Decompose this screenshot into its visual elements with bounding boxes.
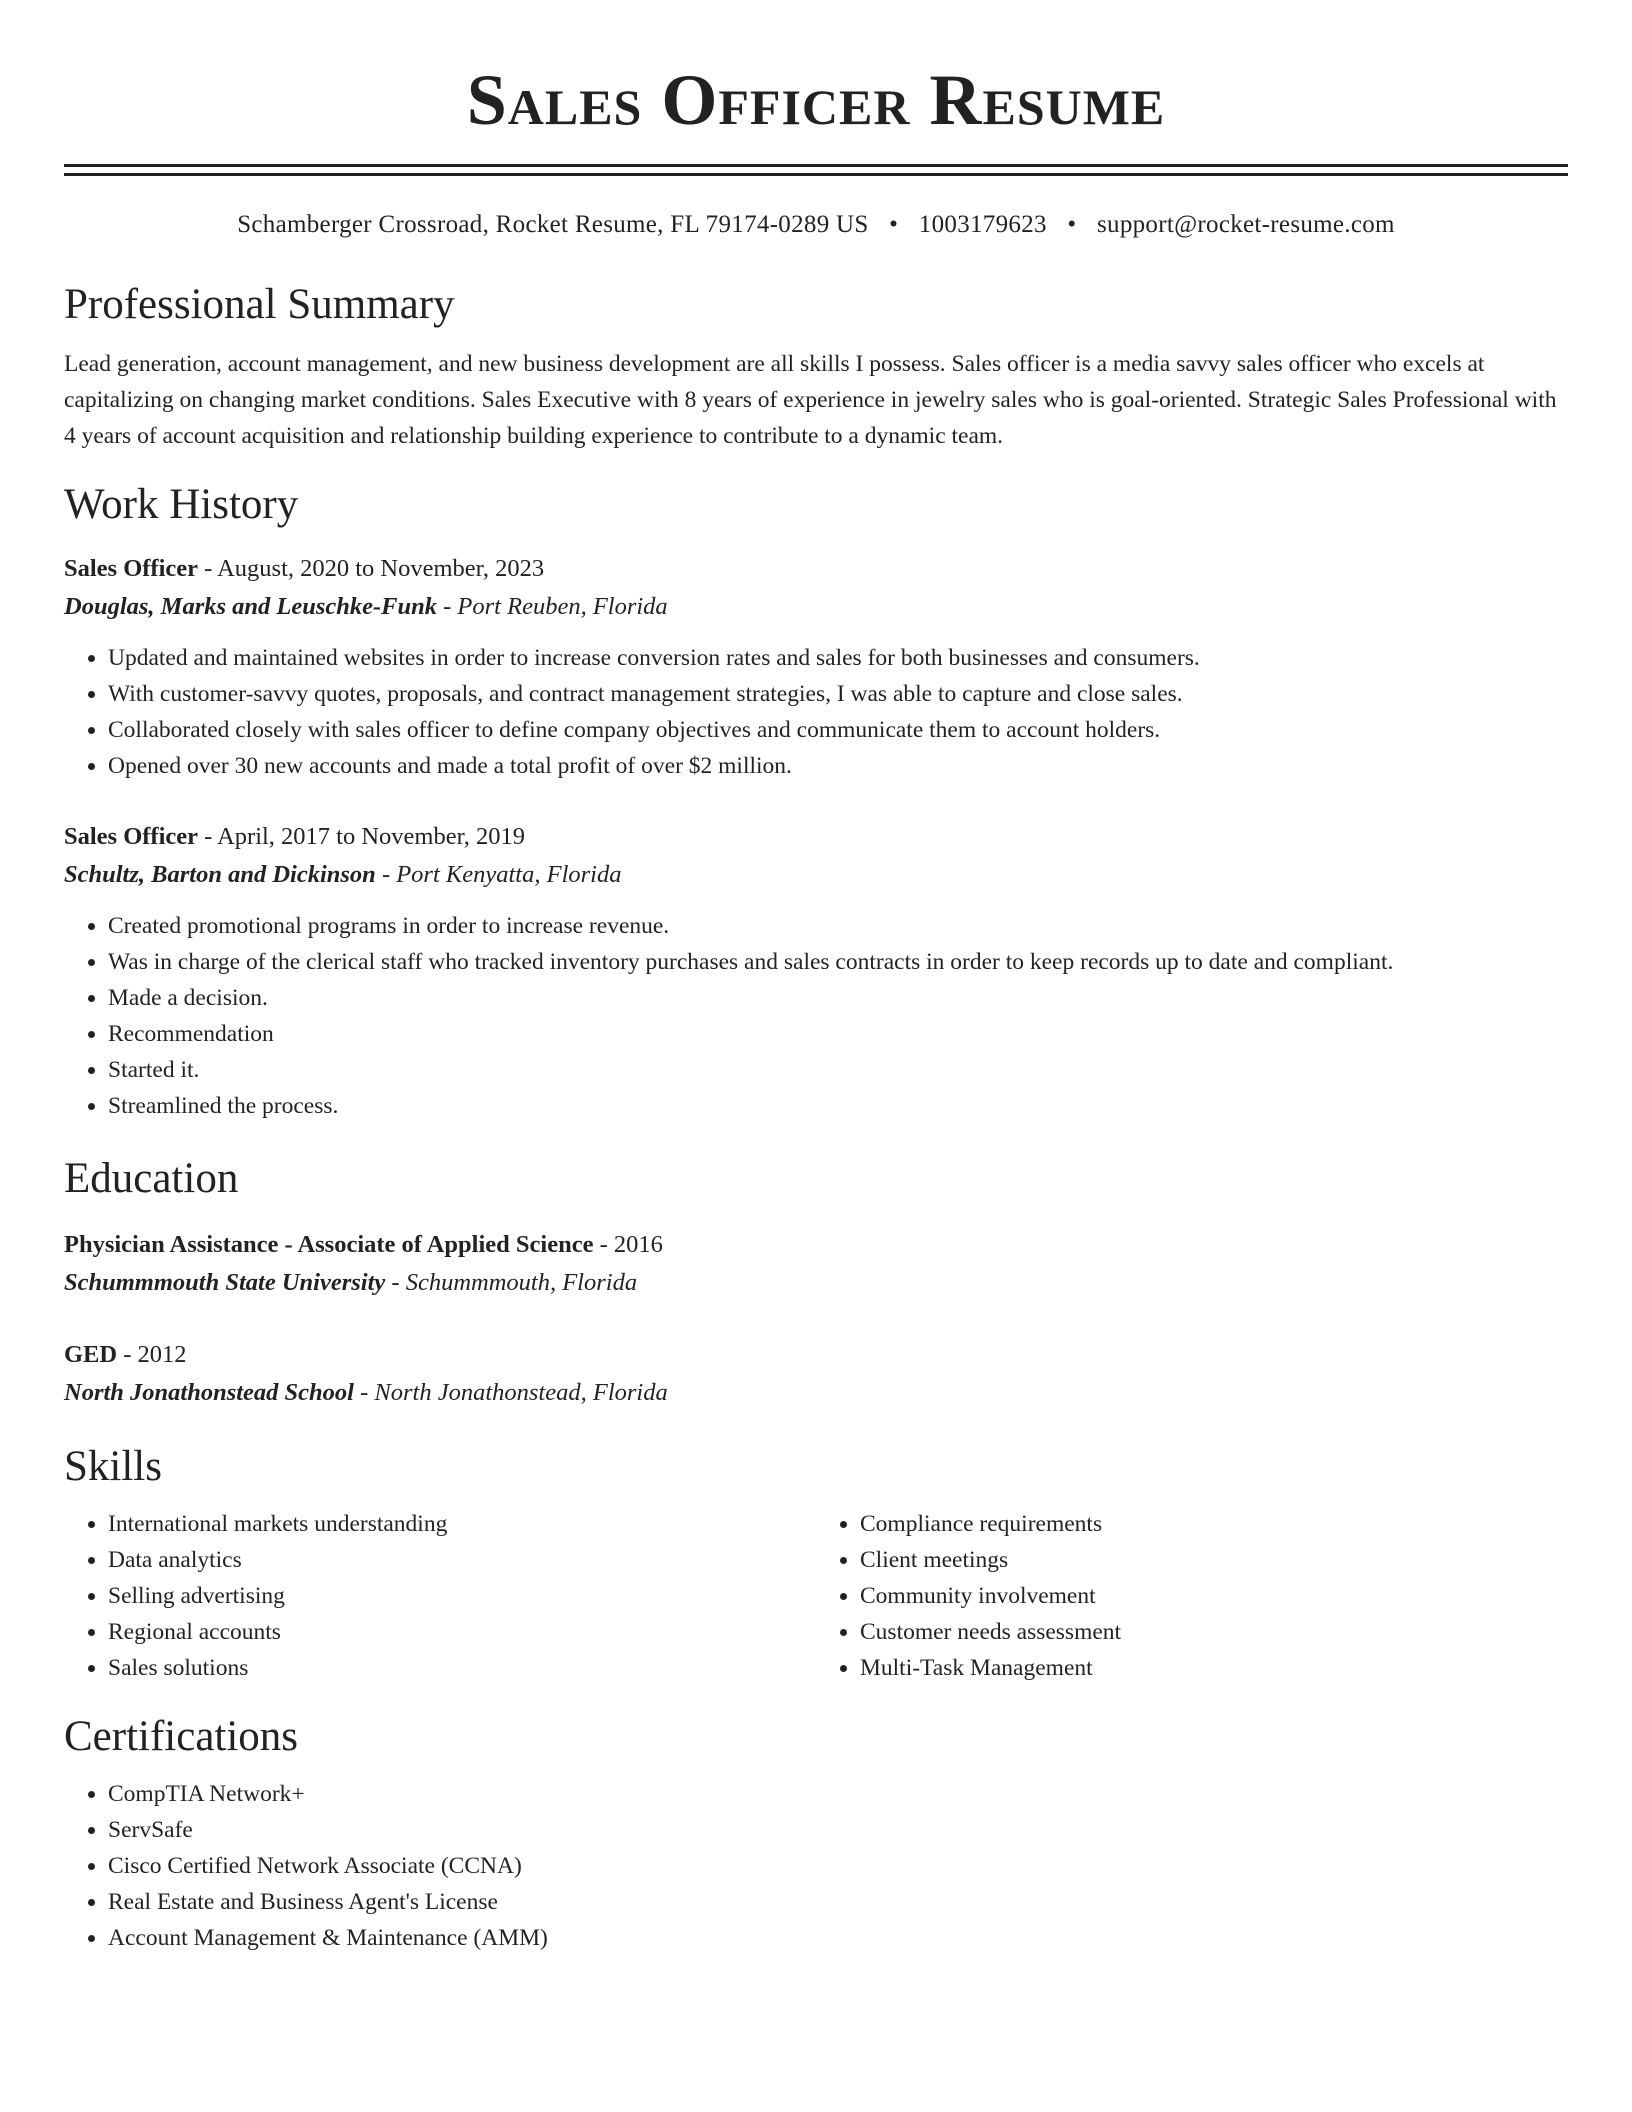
list-item: • Compliance requirements [860,1506,1568,1542]
contact-phone: 1003179623 [918,211,1047,238]
job-location: - Port Kenyatta, Florida [375,861,622,888]
list-item: • Regional accounts [108,1614,816,1650]
skills-list-right [816,1506,1568,1686]
list-item: • Was in charge of the clerical staff who tracked inventory purchases and sales contracts in order to keep records up to date and compliant. [108,944,1568,980]
job-location: - Port Reuben, Florida [437,593,668,620]
list-item: • International markets understanding [108,1506,816,1542]
contact-line [64,210,1568,240]
list-item: • Opened over 30 new accounts and made a total profit of over $2 million. [108,748,1568,784]
list-item: • Selling advertising [108,1578,816,1614]
job-company: Douglas, Marks and Leuschke-Funk [64,593,438,620]
school-name: Schummmouth State University [64,1269,386,1296]
list-item: • Cisco Certified Network Associate (CCNA) [108,1848,1568,1884]
job-title-line [64,818,1568,856]
list-item: • CompTIA Network+ [108,1776,1568,1812]
list-item: • Account Management & Maintenance (AMM) [108,1920,1568,1956]
list-item: • Recommendation [108,1016,1568,1052]
list-item: • Multi-Task Management [860,1650,1568,1686]
job-company-line [64,588,1568,626]
contact-separator: • [889,211,899,238]
job-dates: - August, 2020 to November, 2023 [198,555,545,582]
skills-grid [64,1506,1568,1686]
list-item: • Community involvement [860,1578,1568,1614]
skills-list-left [64,1506,816,1686]
contact-separator: • [1067,211,1077,238]
list-item: • Made a decision. [108,980,1568,1016]
job-title: Sales Officer [64,823,199,850]
list-item: • Sales solutions [108,1650,816,1686]
list-item: • Streamlined the process. [108,1088,1568,1124]
education-heading: Education [64,1155,239,1202]
job-company: Schultz, Barton and Dickinson [64,861,376,888]
list-item: • Updated and maintained websites in order to increase conversion rates and sales for both businesses and consumers. [108,640,1568,676]
education-section [64,1154,1568,1412]
contact-email: support@rocket-resume.com [1096,211,1395,238]
education-entry [64,1226,1568,1302]
skills-section [64,1442,1568,1686]
skills-heading: Skills [64,1443,162,1490]
list-item: • Data analytics [108,1542,816,1578]
degree-line [64,1336,1568,1374]
list-item: • Created promotional programs in order to increase revenue. [108,908,1568,944]
job-dates: - April, 2017 to November, 2019 [198,823,526,850]
job-title-line [64,550,1568,588]
contact-address: Schamberger Crossroad, Rocket Resume, FL 79174-0289 US [237,211,869,238]
education-entry [64,1336,1568,1412]
school-line [64,1264,1568,1302]
degree-name: GED [64,1341,118,1368]
school-location: - Schummmouth, Florida [385,1269,638,1296]
degree-year: - 2012 [117,1341,187,1368]
degree-name: Physician Assistance - Associate of Applied Science [64,1231,594,1258]
job-company-line [64,856,1568,894]
list-item: • Collaborated closely with sales officer to define company objectives and communicate them to account holders. [108,712,1568,748]
degree-year: - 2016 [593,1231,663,1258]
title-divider-bottom [64,173,1568,176]
school-line [64,1374,1568,1412]
work-history-section [64,480,1568,1124]
summary-heading: Professional Summary [64,281,455,328]
job-bullets [64,640,1568,784]
job-entry [64,818,1568,1124]
list-item: • Client meetings [860,1542,1568,1578]
certifications-section [64,1712,1568,1956]
title-divider-top [64,164,1568,167]
resume-title: Sales Officer Resume [466,60,1166,140]
degree-line [64,1226,1568,1264]
list-item: • Customer needs assessment [860,1614,1568,1650]
list-item: • ServSafe [108,1812,1568,1848]
summary-text: Lead generation, account management, and new business development are all skills I possess. Sales officer is a media savvy sales officer who excels at capitalizing on changing market conditions. Sales Executive with 8 years of experience in jewelry sales who is goal-oriented. Strategic Sales Professional with 4 years of account acquisition and relationship building experience to contribute to a dynamic team. [64,351,1557,449]
work-history-heading: Work History [64,481,299,528]
certifications-list [64,1776,1568,1956]
certifications-heading: Certifications [64,1713,299,1760]
job-entry [64,550,1568,784]
list-item: • Real Estate and Business Agent's License [108,1884,1568,1920]
list-item: • With customer-savvy quotes, proposals, and contract management strategies, I was able to capture and close sales. [108,676,1568,712]
list-item: • Started it. [108,1052,1568,1088]
school-name: North Jonathonstead School [64,1379,354,1406]
school-location: - North Jonathonstead, Florida [354,1379,668,1406]
job-title: Sales Officer [64,555,199,582]
job-bullets [64,908,1568,1124]
summary-section [64,280,1568,454]
